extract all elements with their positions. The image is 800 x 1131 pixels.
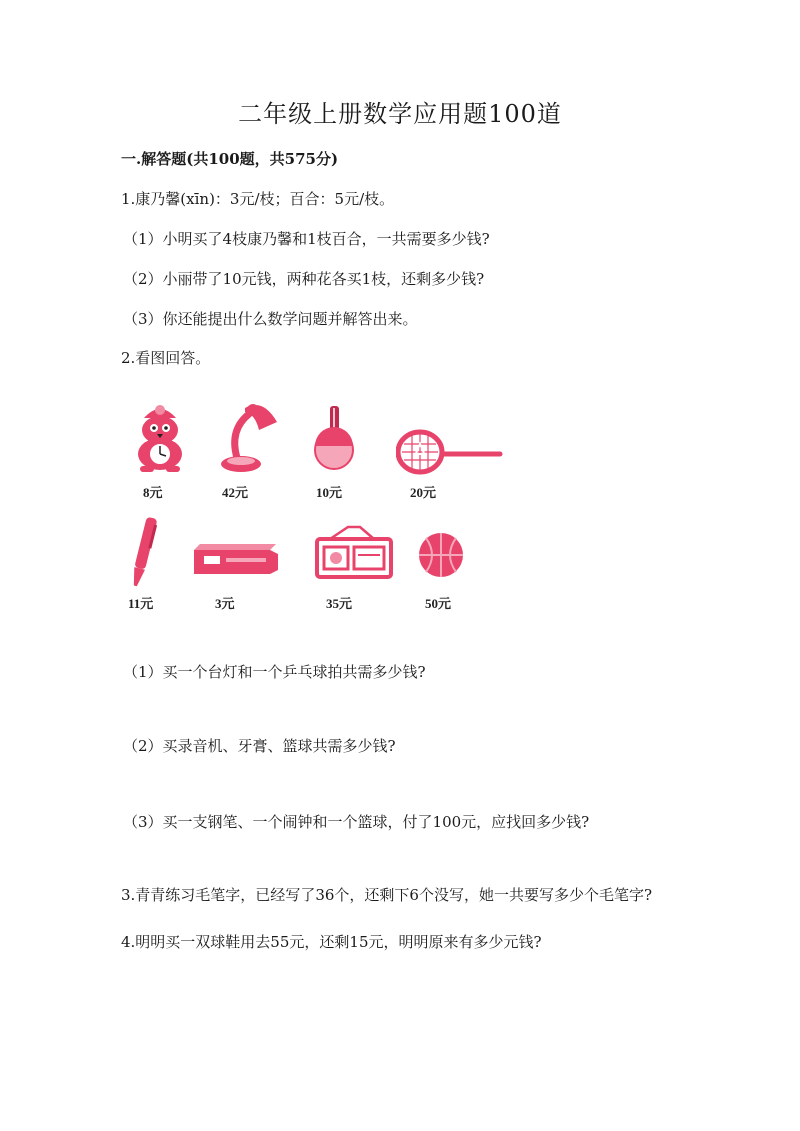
question-2-stem: 2.看图回答。: [121, 349, 211, 367]
page-title: 二年级上册数学应用题100道: [238, 100, 562, 128]
question-1-part-3: （3）你还能提出什么数学问题并解答出来。: [123, 310, 418, 328]
section-heading: 一.解答题(共100题，共575分): [121, 150, 339, 168]
question-1-part-2: （2）小丽带了10元钱，两种花各买1枝，还剩多少钱?: [123, 270, 485, 288]
price-label: 8元: [143, 485, 163, 500]
basketball-icon: [416, 530, 526, 640]
price-label: 50元: [425, 596, 452, 611]
question-2-part-3: （3）买一支钢笔、一个闹钟和一个篮球，付了100元，应找回多少钱?: [123, 813, 590, 831]
question-1-part-1: （1）小明买了4枝康乃馨和1枝百合，一共需要多少钱?: [123, 230, 490, 248]
price-label: 42元: [222, 485, 249, 500]
question-4: 4.明明买一双球鞋用去55元，还剩15元，明明原来有多少元钱?: [121, 933, 542, 951]
question-2-part-2: （2）买录音机、牙膏、篮球共需多少钱?: [123, 737, 396, 755]
price-label: 10元: [316, 485, 343, 500]
question-3: 3.青青练习毛笔字，已经写了36个，还剩下6个没写，她一共要写多少个毛笔字?: [121, 886, 652, 904]
radio-recorder-icon: [314, 525, 424, 635]
toothpaste-icon: [190, 540, 300, 650]
price-label: 20元: [410, 485, 437, 500]
question-2-part-1: （1）买一个台灯和一个乒乓球拍共需多少钱?: [123, 663, 426, 681]
price-label: 35元: [326, 596, 353, 611]
price-label: 3元: [215, 596, 235, 611]
question-1-stem: 1.康乃馨(xīn)：3元/枝；百合：5元/枝。: [121, 190, 395, 208]
price-label: 11元: [128, 596, 154, 611]
